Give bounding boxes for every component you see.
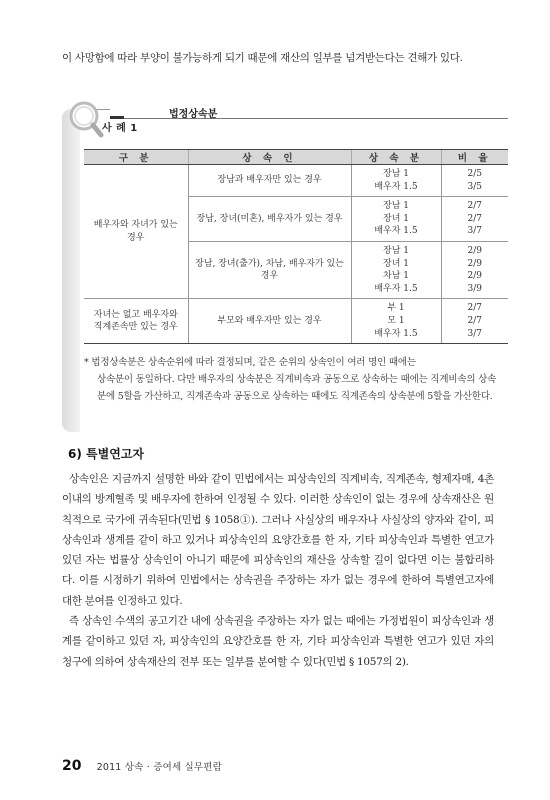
heir-cell: 부모와 배우자만 있는 경우 <box>188 299 351 344</box>
body-paragraph-text: 즉 상속인 수색의 공고기간 내에 상속권을 주장하는 자가 없는 때에는 가정법원이 피상속인과 생계를 같이하고 있던 자, 피상속인의 요양간호를 한 자, 기타 피상속인과 특별한 연고가 있던 자의 청구에 의하여 상속재산의 전부 또는 일부를 분여할 수 있다(민법 § 1057의 2). <box>62 615 494 668</box>
share-line: 모 1 <box>387 315 405 326</box>
ratio-line: 3/5 <box>467 181 482 192</box>
ratio-cell <box>441 241 508 298</box>
body-paragraph-text: 상속인은 지금까지 설명한 바와 같이 민법에서는 피상속인의 직계비속, 직계존속, 형제자매, 4촌 이내의 방계혈족 및 배우자에 한하여 인정될 수 있다. 이러한 상속인이 없는 경우에 상속재산은 원칙적으로 국가에 귀속된다(민법 § 1058①). 그러나 사실상의 배우자나 사실상의 양자와 같이, 피상속인과 생계를 같이 하고 있거나 피상속인의 요양간호를 한 자, 기타 피상속인과 특별한 연고가 있던 자는 법률상 상속인이 아니기 때문에 피상속인의 재산을 상속할 길이 없다면 이는 불합리하다. 이를 시정하기 위하여 민법에서는 상속권을 주장하는 자가 없는 경우에 한하여 특별연고자에 대한 분여를 인정하고 있다. <box>62 473 494 607</box>
ratio-cell <box>441 197 508 242</box>
share-cell <box>351 165 441 197</box>
ratio-line: 3/7 <box>467 328 482 339</box>
table-header-row <box>84 150 508 165</box>
ratio-cell <box>441 165 508 197</box>
share-line: 배우자 1.5 <box>374 226 418 237</box>
ratio-line: 2/7 <box>467 213 482 224</box>
heir-cell: 장남과 배우자만 있는 경우 <box>188 165 351 197</box>
ratio-line: 2/7 <box>467 303 482 314</box>
footer-book-title: 2011 상속 · 증여세 실무편람 <box>96 762 223 773</box>
example-title: 법정상속분 <box>169 109 218 120</box>
share-line: 장남 1 <box>383 201 409 212</box>
ratio-cell <box>441 299 508 344</box>
share-line: 배우자 1.5 <box>374 328 418 339</box>
ratio-line: 2/7 <box>467 201 482 212</box>
share-line: 장남 1 <box>383 169 409 179</box>
header-category: 구 분 <box>84 150 188 165</box>
ratio-line: 2/7 <box>467 315 482 326</box>
intro-paragraph: 이 사망함에 따라 부양이 불가능하게 되기 때문에 재산의 일부를 넘겨받는다는 견해가 있다. <box>62 52 463 64</box>
share-line: 장녀 1 <box>383 213 409 224</box>
header-share: 상 속 분 <box>351 150 441 165</box>
header-ratio: 비 율 <box>441 150 508 165</box>
share-cell <box>351 197 441 242</box>
heir-cell: 장남, 장녀(출가), 차남, 배우자가 있는 경우 <box>188 241 351 298</box>
group-spouse-children: 배우자와 자녀가 있는 경우 <box>84 165 188 299</box>
share-line: 배우자 1.5 <box>374 181 418 192</box>
heir-cell: 장남, 장녀(미혼), 배우자가 있는 경우 <box>188 197 351 242</box>
body-paragraph <box>62 611 494 672</box>
group-spouse-ascendants: 자녀는 없고 배우자와 직계존속만 있는 경우 <box>84 299 188 344</box>
share-line: 배우자 1.5 <box>374 283 418 294</box>
table-row <box>84 165 508 197</box>
share-line: 차남 1 <box>383 271 409 282</box>
ratio-line: 3/7 <box>467 226 482 237</box>
example-label: 사 례 1 <box>102 123 138 134</box>
footnote-body: 상속분이 동일하다. 다만 배우자의 상속분은 직계비속과 공동으로 상속하는 때에는 직계비속의 상속분에 5할을 가산하고, 직계존속과 공동으로 상속하는 때에도 직계존속의 상속분에 5할을 가산한다. <box>97 374 497 402</box>
example-box <box>62 92 502 432</box>
ratio-line: 2/9 <box>467 271 482 282</box>
share-cell <box>351 299 441 344</box>
share-line: 장녀 1 <box>383 258 409 269</box>
ratio-line: 2/9 <box>467 245 482 256</box>
table-row <box>84 299 508 344</box>
ratio-line: 2/5 <box>467 169 482 179</box>
page-number: 20 <box>62 758 82 774</box>
body-paragraph <box>62 469 494 611</box>
example-side-bar <box>62 109 80 432</box>
section-title: 6) 특별연고자 <box>68 447 144 461</box>
header-heir: 상 속 인 <box>188 150 351 165</box>
page-footer <box>62 755 222 774</box>
share-line: 부 1 <box>387 303 405 314</box>
share-line: 장남 1 <box>383 245 409 256</box>
table-footnote <box>84 354 504 405</box>
ratio-line: 2/9 <box>467 258 482 269</box>
ratio-line: 3/9 <box>467 283 482 294</box>
footnote-lead: * 법정상속분은 상속순위에 따라 결정되며, 같은 순위의 상속인이 여러 명인 때에는 <box>84 357 416 368</box>
share-cell <box>351 241 441 298</box>
inheritance-share-table <box>84 149 508 344</box>
